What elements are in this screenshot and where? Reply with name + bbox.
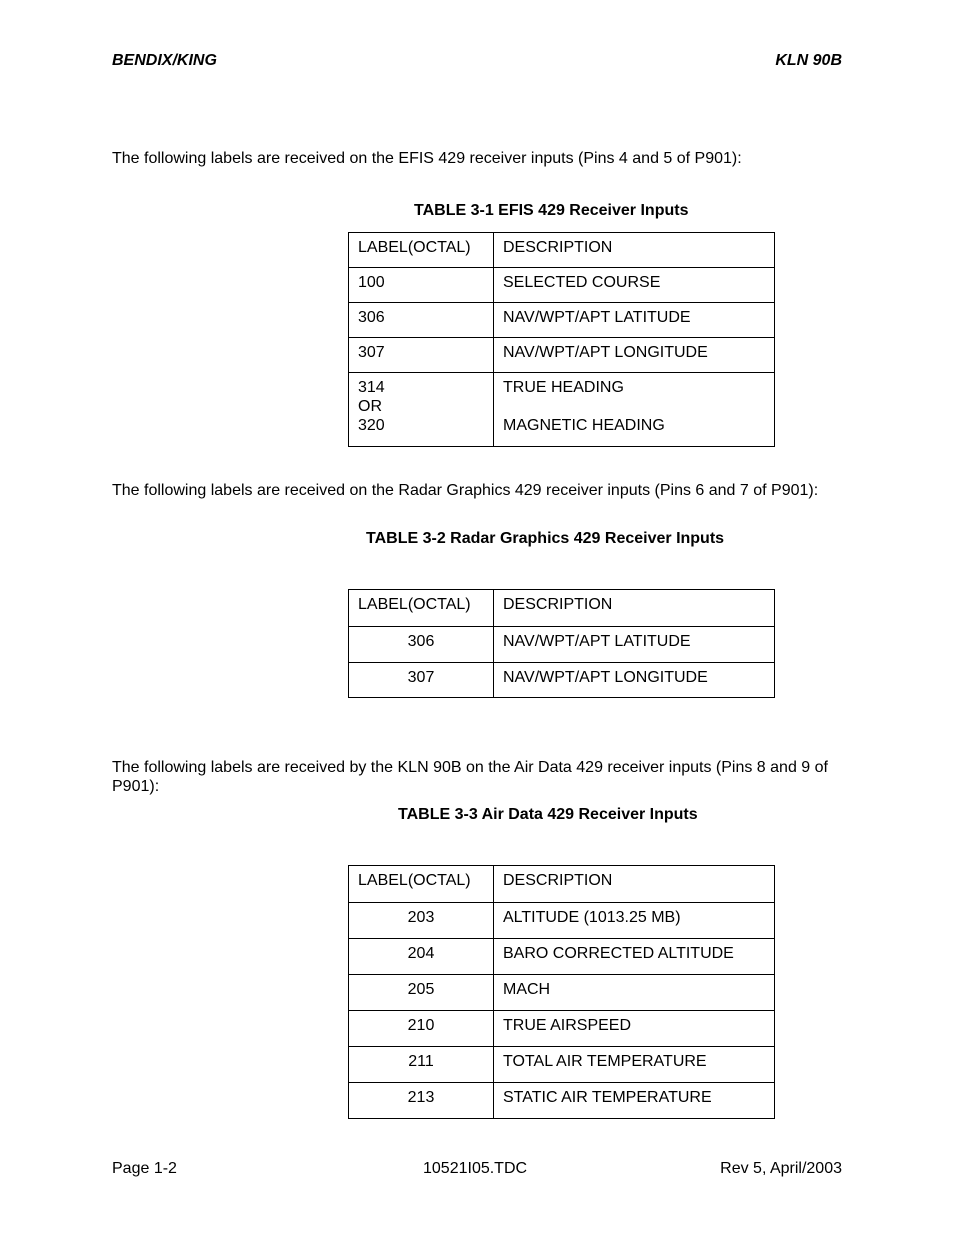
footer-page-number: Page 1-2 (112, 1160, 177, 1177)
label-cell: 211 (349, 1047, 494, 1083)
table-row (349, 627, 775, 663)
footer-revision: Rev 5, April/2003 (720, 1160, 842, 1177)
column-header-label: LABEL(OCTAL) (349, 590, 494, 627)
table-row (349, 338, 775, 373)
label-cell: 100 (349, 268, 494, 303)
table-1 (348, 232, 775, 447)
table-3 (348, 865, 775, 1119)
table-row (349, 303, 775, 338)
column-header-label: LABEL(OCTAL) (349, 233, 494, 268)
table-row (349, 939, 775, 975)
table-header-row (349, 233, 775, 268)
label-cell: 210 (349, 1011, 494, 1047)
label-line: OR (358, 398, 382, 415)
column-header-label: LABEL(OCTAL) (349, 866, 494, 903)
table-1-caption: TABLE 3-1 EFIS 429 Receiver Inputs (414, 202, 689, 219)
table-3-caption: TABLE 3-3 Air Data 429 Receiver Inputs (398, 806, 698, 823)
header-right: KLN 90B (775, 52, 842, 69)
table-row (349, 1083, 775, 1119)
label-cell: 205 (349, 975, 494, 1011)
label-cell: 306 (349, 627, 494, 663)
label-line: 320 (358, 417, 385, 434)
description-cell: TOTAL AIR TEMPERATURE (494, 1047, 775, 1083)
table-row (349, 975, 775, 1011)
label-line: 314 (358, 379, 385, 396)
table-row (349, 1047, 775, 1083)
description-cell: NAV/WPT/APT LATITUDE (494, 303, 775, 338)
label-cell (349, 373, 494, 447)
label-cell: 203 (349, 903, 494, 939)
table-row (349, 268, 775, 303)
column-header-description: DESCRIPTION (494, 233, 775, 268)
label-cell: 307 (349, 663, 494, 698)
table-row (349, 663, 775, 698)
table-row (349, 903, 775, 939)
description-line: MAGNETIC HEADING (503, 417, 665, 434)
table-2 (348, 589, 775, 698)
section-2-intro: The following labels are received on the Radar Graphics 429 receiver inputs (Pins 6 and 7 of P901): (112, 482, 819, 499)
description-cell: STATIC AIR TEMPERATURE (494, 1083, 775, 1119)
description-cell: NAV/WPT/APT LONGITUDE (494, 338, 775, 373)
table-header-row (349, 866, 775, 903)
section-1-intro: The following labels are received on the EFIS 429 receiver inputs (Pins 4 and 5 of P901): (112, 150, 742, 167)
label-cell: 306 (349, 303, 494, 338)
footer-document-id: 10521I05.TDC (423, 1160, 528, 1177)
description-cell: SELECTED COURSE (494, 268, 775, 303)
description-cell: NAV/WPT/APT LATITUDE (494, 627, 775, 663)
label-cell: 213 (349, 1083, 494, 1119)
column-header-description: DESCRIPTION (494, 866, 775, 903)
description-cell: TRUE AIRSPEED (494, 1011, 775, 1047)
column-header-description: DESCRIPTION (494, 590, 775, 627)
label-cell: 204 (349, 939, 494, 975)
description-cell: BARO CORRECTED ALTITUDE (494, 939, 775, 975)
description-cell: NAV/WPT/APT LONGITUDE (494, 663, 775, 698)
description-cell (494, 373, 775, 447)
table-header-row (349, 590, 775, 627)
description-cell: ALTITUDE (1013.25 MB) (494, 903, 775, 939)
table-2-caption: TABLE 3-2 Radar Graphics 429 Receiver Inputs (366, 530, 725, 547)
description-cell: MACH (494, 975, 775, 1011)
header-left: BENDIX/KING (112, 52, 217, 69)
description-line: TRUE HEADING (503, 379, 624, 396)
table-row (349, 1011, 775, 1047)
label-cell: 307 (349, 338, 494, 373)
section-3-intro: The following labels are received by the KLN 90B on the Air Data 429 receiver inputs (Pins 8 and 9 of P901): (112, 759, 828, 795)
table-row (349, 373, 775, 447)
